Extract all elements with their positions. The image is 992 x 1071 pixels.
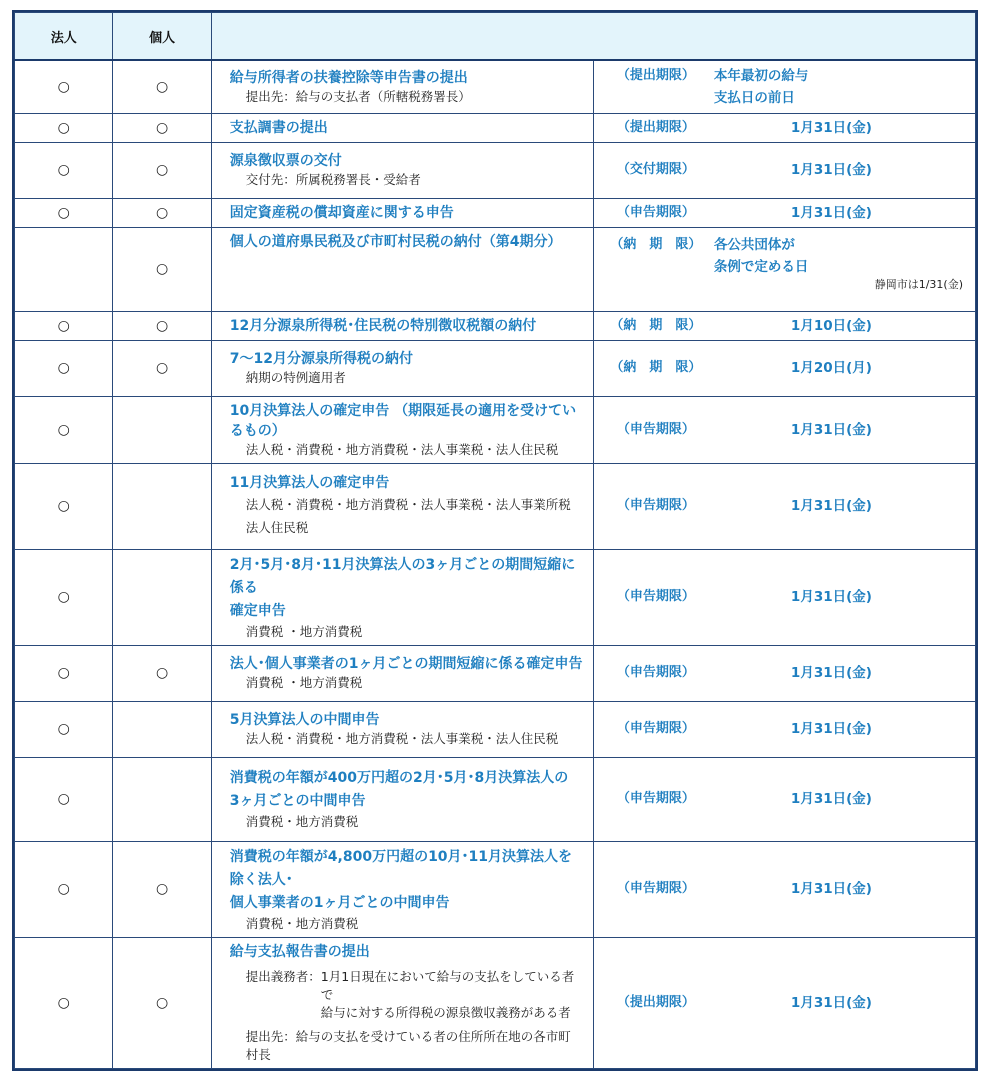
- item-cell: [211, 463, 593, 549]
- table-row: [15, 311, 976, 340]
- deadline-value: 1月31日(金): [790, 791, 872, 807]
- item-title: 個人の道府県民税及び市町村民税の納付（第4期分）: [229, 233, 562, 250]
- deadline-label: （提出期限）: [616, 67, 695, 83]
- deadline-cell: [593, 757, 975, 841]
- item-cell: [211, 227, 593, 311]
- deadline-value: 1月31日(金): [790, 994, 872, 1011]
- table-row: [15, 198, 976, 227]
- deadline-cell: [593, 198, 975, 227]
- item-detail: 納期の特例適用者: [245, 370, 346, 385]
- item-cell: [211, 311, 593, 340]
- table-row: [15, 340, 976, 396]
- item-cell: [211, 701, 593, 757]
- item-title: 消費税の年額が4,800万円超の10月･11月決算法人を除く法人･ 個人事業者の1ヶ月ごとの中間申告: [229, 848, 573, 911]
- deadline-cell: [593, 396, 975, 463]
- deadline-label: （申告期限）: [616, 204, 695, 220]
- header-row: [15, 13, 976, 61]
- item-detail: 消費税 ・地方消費税: [245, 675, 363, 690]
- item-title: 源泉徴収票の交付: [229, 153, 342, 169]
- hojin-mark: ○: [15, 340, 113, 396]
- deadline-label: （申告期限）: [616, 421, 695, 437]
- obligor-block: [230, 968, 583, 1022]
- deadline-cell: [593, 701, 975, 757]
- deadline-label: （納 期 限）: [610, 360, 702, 375]
- deadline-value: 1月31日(金): [790, 421, 872, 438]
- item-detail: 消費税・地方消費税: [245, 915, 359, 931]
- schedule-table-frame: [12, 10, 978, 1071]
- hojin-mark: ○: [15, 463, 113, 549]
- item-detail: 消費税 ・地方消費税: [245, 623, 363, 639]
- kojin-mark: ○: [113, 937, 211, 1068]
- kojin-mark: [113, 396, 211, 463]
- tax-schedule-table: [14, 12, 976, 1069]
- item-title: 5月決算法人の中間申告: [229, 712, 380, 728]
- item-cell: [211, 113, 593, 142]
- hojin-mark: ○: [15, 311, 113, 340]
- item-title: 消費税の年額が400万円超の2月･5月･8月決算法人の 3ヶ月ごとの中間申告: [229, 770, 569, 809]
- item-cell: [211, 757, 593, 841]
- deadline-label: （納 期 限）: [610, 236, 702, 252]
- item-title: 給与支払報告書の提出: [229, 943, 370, 960]
- hojin-mark: ○: [15, 198, 113, 227]
- deadline-value: 本年最初の給与 支払日の前日: [713, 67, 809, 106]
- header-hojin: 法人: [15, 13, 113, 61]
- kojin-mark: ○: [113, 60, 211, 113]
- kojin-mark: [113, 757, 211, 841]
- table-row: [15, 841, 976, 937]
- deadline-cell: [593, 937, 975, 1068]
- item-title: 7～12月分源泉所得税の納付: [229, 351, 414, 367]
- deadline-value: 1月31日(金): [790, 162, 872, 178]
- deadline-value: 各公共団体が 条例で定める日: [713, 236, 809, 275]
- kojin-mark: ○: [113, 311, 211, 340]
- hojin-mark: ○: [15, 645, 113, 701]
- item-cell: [211, 396, 593, 463]
- kojin-mark: ○: [113, 198, 211, 227]
- deadline-label: （納 期 限）: [610, 317, 702, 333]
- deadline-label: （申告期限）: [616, 881, 695, 896]
- table-row: [15, 396, 976, 463]
- table-row: [15, 463, 976, 549]
- hojin-mark: ○: [15, 396, 113, 463]
- table-row: [15, 60, 976, 113]
- deadline-cell: [593, 311, 975, 340]
- item-detail: 消費税・地方消費税: [245, 814, 359, 829]
- hojin-mark: ○: [15, 549, 113, 645]
- deadline-label: （交付期限）: [616, 162, 695, 177]
- deadline-label: （申告期限）: [616, 721, 695, 736]
- item-title: 11月決算法人の確定申告: [229, 475, 390, 491]
- hojin-mark: ○: [15, 701, 113, 757]
- schedule-rows: [15, 60, 976, 1068]
- item-title: 給与所得者の扶養控除等申告書の提出: [229, 69, 468, 86]
- item-cell: [211, 841, 593, 937]
- kojin-mark: ○: [113, 841, 211, 937]
- table-row: [15, 227, 976, 311]
- table-row: [15, 142, 976, 198]
- item-detail: 法人税・消費税・地方消費税・法人事業税・法人事業所税 法人住民税: [245, 497, 571, 535]
- item-title: 固定資産税の償却資産に関する申告: [229, 204, 454, 221]
- item-cell: [211, 937, 593, 1068]
- item-cell: [211, 549, 593, 645]
- submission-destination: 提出先：給与の支払を受けている者の住所所在地の各市町村長: [245, 1028, 571, 1062]
- deadline-label: （提出期限）: [616, 994, 695, 1010]
- deadline-label: （申告期限）: [616, 665, 695, 680]
- header-kojin: 個人: [113, 13, 211, 61]
- deadline-value: 1月31日(金): [790, 589, 872, 605]
- item-cell: [211, 340, 593, 396]
- hojin-mark: ○: [15, 757, 113, 841]
- deadline-cell: [593, 142, 975, 198]
- deadline-cell: [593, 645, 975, 701]
- deadline-cell: [593, 463, 975, 549]
- kojin-mark: ○: [113, 340, 211, 396]
- item-detail: 法人税・消費税・地方消費税・法人事業税・法人住民税: [245, 731, 559, 746]
- obligor-value: 1月1日現在において給与の支払をしている者で 給与に対する所得税の源泉徴収義務がある者: [320, 968, 575, 1020]
- hojin-mark: ○: [15, 60, 113, 113]
- deadline-value: 1月31日(金): [790, 204, 872, 221]
- deadline-value: 1月31日(金): [790, 665, 872, 681]
- deadline-value: 1月20日(月): [790, 360, 872, 376]
- obligor-label: 提出義務者：: [245, 968, 321, 984]
- kojin-mark: ○: [113, 142, 211, 198]
- item-title: 12月分源泉所得税･住民税の特別徴収税額の納付: [229, 317, 537, 334]
- deadline-value: 1月31日(金): [790, 119, 872, 136]
- deadline-value: 1月31日(金): [790, 721, 872, 737]
- item-detail: 法人税・消費税・地方消費税・法人事業税・法人住民税: [245, 441, 559, 457]
- deadline-cell: [593, 340, 975, 396]
- item-cell: [211, 60, 593, 113]
- hojin-mark: ○: [15, 142, 113, 198]
- deadline-label: （申告期限）: [616, 498, 695, 513]
- deadline-cell: [593, 549, 975, 645]
- table-row: [15, 757, 976, 841]
- table-row: [15, 549, 976, 645]
- item-detail: 交付先：所属税務署長・受給者: [245, 172, 421, 187]
- deadline-note: 静岡市は1/31(金): [874, 277, 963, 291]
- table-row: [15, 701, 976, 757]
- hojin-mark: [15, 227, 113, 311]
- hojin-mark: ○: [15, 937, 113, 1068]
- deadline-label: （申告期限）: [616, 589, 695, 604]
- table-row: [15, 113, 976, 142]
- item-cell: [211, 142, 593, 198]
- hojin-mark: ○: [15, 841, 113, 937]
- kojin-mark: [113, 701, 211, 757]
- item-title: 10月決算法人の確定申告 （期限延長の適用を受けているもの）: [229, 402, 577, 439]
- deadline-label: （申告期限）: [616, 791, 695, 806]
- kojin-mark: ○: [113, 227, 211, 311]
- item-title: 法人･個人事業者の1ヶ月ごとの期間短縮に係る確定申告: [229, 656, 583, 672]
- header-item: [211, 13, 975, 61]
- deadline-value: 1月31日(金): [790, 498, 872, 514]
- kojin-mark: [113, 463, 211, 549]
- item-detail: 提出先：給与の支払者（所轄税務署長）: [245, 88, 471, 104]
- deadline-label: （提出期限）: [616, 119, 695, 135]
- item-cell: [211, 198, 593, 227]
- table-row: [15, 645, 976, 701]
- deadline-value: 1月31日(金): [790, 881, 872, 897]
- deadline-cell: [593, 841, 975, 937]
- kojin-mark: [113, 549, 211, 645]
- table-row-last: [15, 937, 976, 1068]
- item-title: 支払調書の提出: [229, 119, 328, 136]
- hojin-mark: ○: [15, 113, 113, 142]
- deadline-cell: [593, 227, 975, 311]
- item-title: 2月･5月･8月･11月決算法人の3ヶ月ごとの期間短縮に係る 確定申告: [229, 556, 576, 619]
- item-cell: [211, 645, 593, 701]
- kojin-mark: ○: [113, 113, 211, 142]
- kojin-mark: ○: [113, 645, 211, 701]
- deadline-value: 1月10日(金): [790, 317, 872, 334]
- deadline-cell: [593, 60, 975, 113]
- deadline-cell: [593, 113, 975, 142]
